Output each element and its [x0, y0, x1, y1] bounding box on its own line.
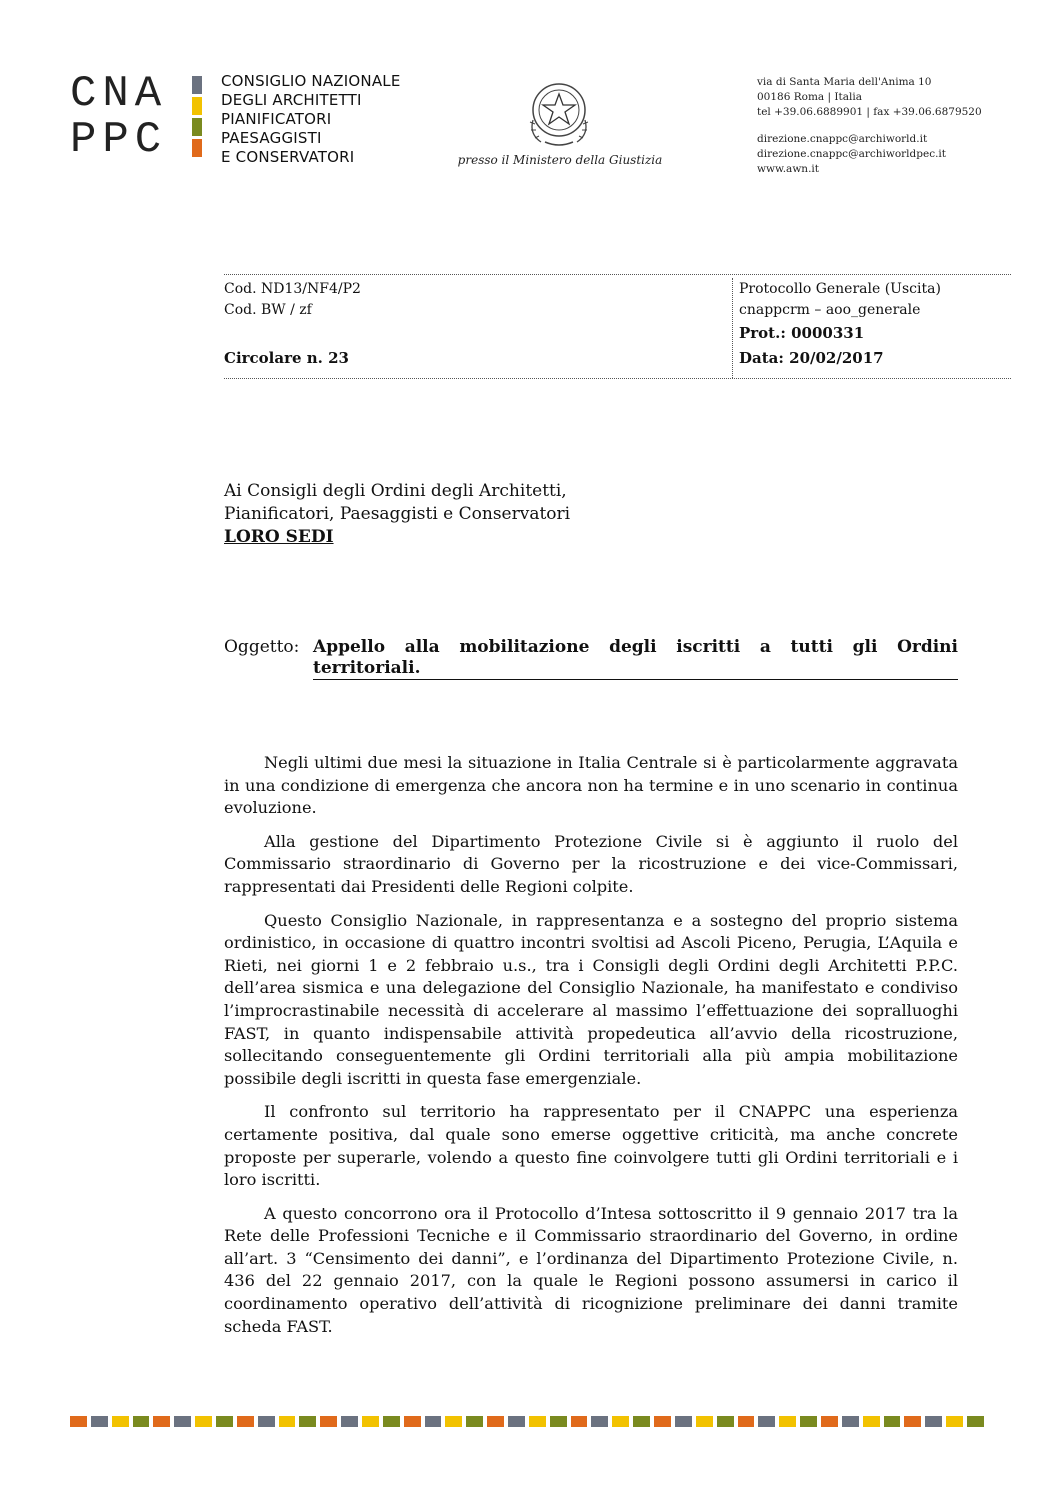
logo — [70, 69, 180, 165]
letter-body — [224, 752, 958, 1349]
stripe-segment — [195, 1416, 212, 1427]
body-paragraph: Questo Consiglio Nazionale, in rappresentanza e a sostegno del proprio sistema ordinistico, in occasione di quattro incontri svoltisi ad Ascoli Piceno, Perugia, L’Aquila e Rieti, nei giorni 1 e 2 febbraio u.s., tra i Consigli degli Ordini degli Architetti P.P.C. dell’area sismica e una delegazione del Consiglio Nazionale, ha manifestato e condiviso l’improcrastinabile necessità di accelerare al massimo l’effettuazione dei sopralluoghi FAST, in quanto indispensabile attività propedeutica all’avvio della ricostruzione, sollecitando conseguentemente gli Ordini territoriali alla più ampia mobilitazione possibile degli iscritti in questa fase emergenziale. — [224, 910, 958, 1088]
stripe-segment — [571, 1416, 588, 1427]
body-paragraph: Il confronto sul territorio ha rappresentato per il CNAPPC una esperienza certamente positiva, dal quale sono emerse oggettive criticità, ma anche concrete proposte per superarle, volendo a questo fine coinvolgere tutti gli Ordini territoriali e i loro iscritti. — [224, 1102, 958, 1190]
divider — [224, 378, 1011, 379]
protocol-number: Prot.: 0000331 — [739, 324, 865, 342]
stripe-segment — [362, 1416, 379, 1427]
stripe-segment — [112, 1416, 129, 1427]
stripe-segment — [696, 1416, 713, 1427]
addressee-loro-sedi: LORO SEDI — [224, 527, 334, 547]
protocollo-label: Protocollo Generale (Uscita) — [739, 281, 941, 297]
stripe-segment — [153, 1416, 170, 1427]
protocollo-aoo: cnappcrm – aoo_generale — [739, 302, 921, 318]
stripe-segment — [717, 1416, 734, 1427]
addressee — [224, 480, 570, 549]
body-paragraph: Alla gestione del Dipartimento Protezione Civile si è aggiunto il ruolo del Commissario straordinario di Governo per la ricostruzione e dei vice-Commissari, rappresentati dai Presidenti delle Regioni colpite. — [224, 831, 958, 896]
stripe-segment — [633, 1416, 650, 1427]
stripe-segment — [654, 1416, 671, 1427]
stripe-segment — [863, 1416, 880, 1427]
code-line: Cod. BW / zf — [224, 302, 312, 318]
stripe-segment — [174, 1416, 191, 1427]
subject-label: Oggetto: — [224, 637, 300, 657]
stripe-segment — [320, 1416, 337, 1427]
stripe-segment — [925, 1416, 942, 1427]
stripe-segment — [466, 1416, 483, 1427]
stripe-segment — [383, 1416, 400, 1427]
stripe-segment — [946, 1416, 963, 1427]
stripe-segment — [299, 1416, 316, 1427]
stripe-segment — [675, 1416, 692, 1427]
org-name — [221, 72, 401, 167]
stripe-segment — [258, 1416, 275, 1427]
phone-line: tel +39.06.6889901 | fax +39.06.6879520 — [757, 106, 982, 118]
address-line: via di Santa Maria dell'Anima 10 — [757, 76, 932, 88]
stripe-segment — [487, 1416, 504, 1427]
stripe-segment — [550, 1416, 567, 1427]
stripe-segment — [216, 1416, 233, 1427]
email-link[interactable]: direzione.cnappc@archiworld.it — [757, 133, 928, 145]
pec-email-link[interactable]: direzione.cnappc@archiworldpec.it — [757, 148, 946, 160]
logo-line-1: CNA — [70, 69, 168, 119]
stripe-segment — [738, 1416, 755, 1427]
stripe-segment — [70, 1416, 87, 1427]
contact-block — [757, 75, 982, 177]
address-line: 00186 Roma | Italia — [757, 91, 862, 103]
stripe-segment — [341, 1416, 358, 1427]
stripe-segment — [529, 1416, 546, 1427]
website-link[interactable]: www.awn.it — [757, 163, 819, 175]
stripe-segment — [237, 1416, 254, 1427]
org-name-line: PIANIFICATORI — [221, 110, 332, 128]
stripe-segment — [91, 1416, 108, 1427]
logo-color-bars — [192, 76, 202, 157]
stripe-segment — [279, 1416, 296, 1427]
stripe-segment — [821, 1416, 838, 1427]
stripe-segment — [842, 1416, 859, 1427]
circolare-number: Circolare n. 23 — [224, 349, 349, 367]
stripe-segment — [779, 1416, 796, 1427]
stripe-segment — [445, 1416, 462, 1427]
stripe-segment — [884, 1416, 901, 1427]
vertical-divider — [732, 278, 733, 378]
org-name-line: DEGLI ARCHITETTI — [221, 91, 362, 109]
logo-line-2: PPC — [70, 115, 168, 165]
addressee-line: Pianificatori, Paesaggisti e Conservatori — [224, 504, 571, 524]
stripe-segment — [404, 1416, 421, 1427]
stripe-segment — [800, 1416, 817, 1427]
ministry-caption: presso il Ministero della Giustizia — [457, 153, 663, 167]
body-paragraph: A questo concorrono ora il Protocollo d’Intesa sottoscritto il 9 gennaio 2017 tra la Rete delle Professioni Tecniche e il Commissario straordinario del Governo, in ordine all’art. 3 “Censimento dei danni”, e l’ordinanza del Dipartimento Protezione Civile, n. 436 del 22 gennaio 2017, con la quale le Regioni possono assumersi in carico il coordinamento operativo dell’attività di ricognizione preliminare dei danni tramite scheda FAST. — [224, 1203, 958, 1336]
stripe-segment — [133, 1416, 150, 1427]
divider — [224, 274, 1011, 275]
stripe-segment — [967, 1416, 984, 1427]
document-date: Data: 20/02/2017 — [739, 349, 884, 367]
code-line: Cod. ND13/NF4/P2 — [224, 281, 361, 297]
republic-emblem-icon — [521, 74, 597, 150]
org-name-line: CONSIGLIO NAZIONALE — [221, 72, 401, 90]
footer-color-stripe — [70, 1416, 988, 1427]
body-paragraph: Negli ultimi due mesi la situazione in Italia Centrale si è particolarmente aggravata in una condizione di emergenza che ancora non ha termine e in uno scenario in continua evoluzione. — [224, 753, 958, 818]
stripe-segment — [591, 1416, 608, 1427]
stripe-segment — [508, 1416, 525, 1427]
org-name-line: E CONSERVATORI — [221, 148, 355, 166]
stripe-segment — [904, 1416, 921, 1427]
org-name-line: PAESAGGISTI — [221, 129, 322, 147]
addressee-line: Ai Consigli degli Ordini degli Architetti, — [224, 481, 567, 501]
subject-text: Appello alla mobilitazione degli iscritti a tutti gli Ordini territoriali. — [313, 637, 958, 678]
stripe-segment — [612, 1416, 629, 1427]
stripe-segment — [758, 1416, 775, 1427]
stripe-segment — [425, 1416, 442, 1427]
subject-underline — [313, 679, 958, 680]
